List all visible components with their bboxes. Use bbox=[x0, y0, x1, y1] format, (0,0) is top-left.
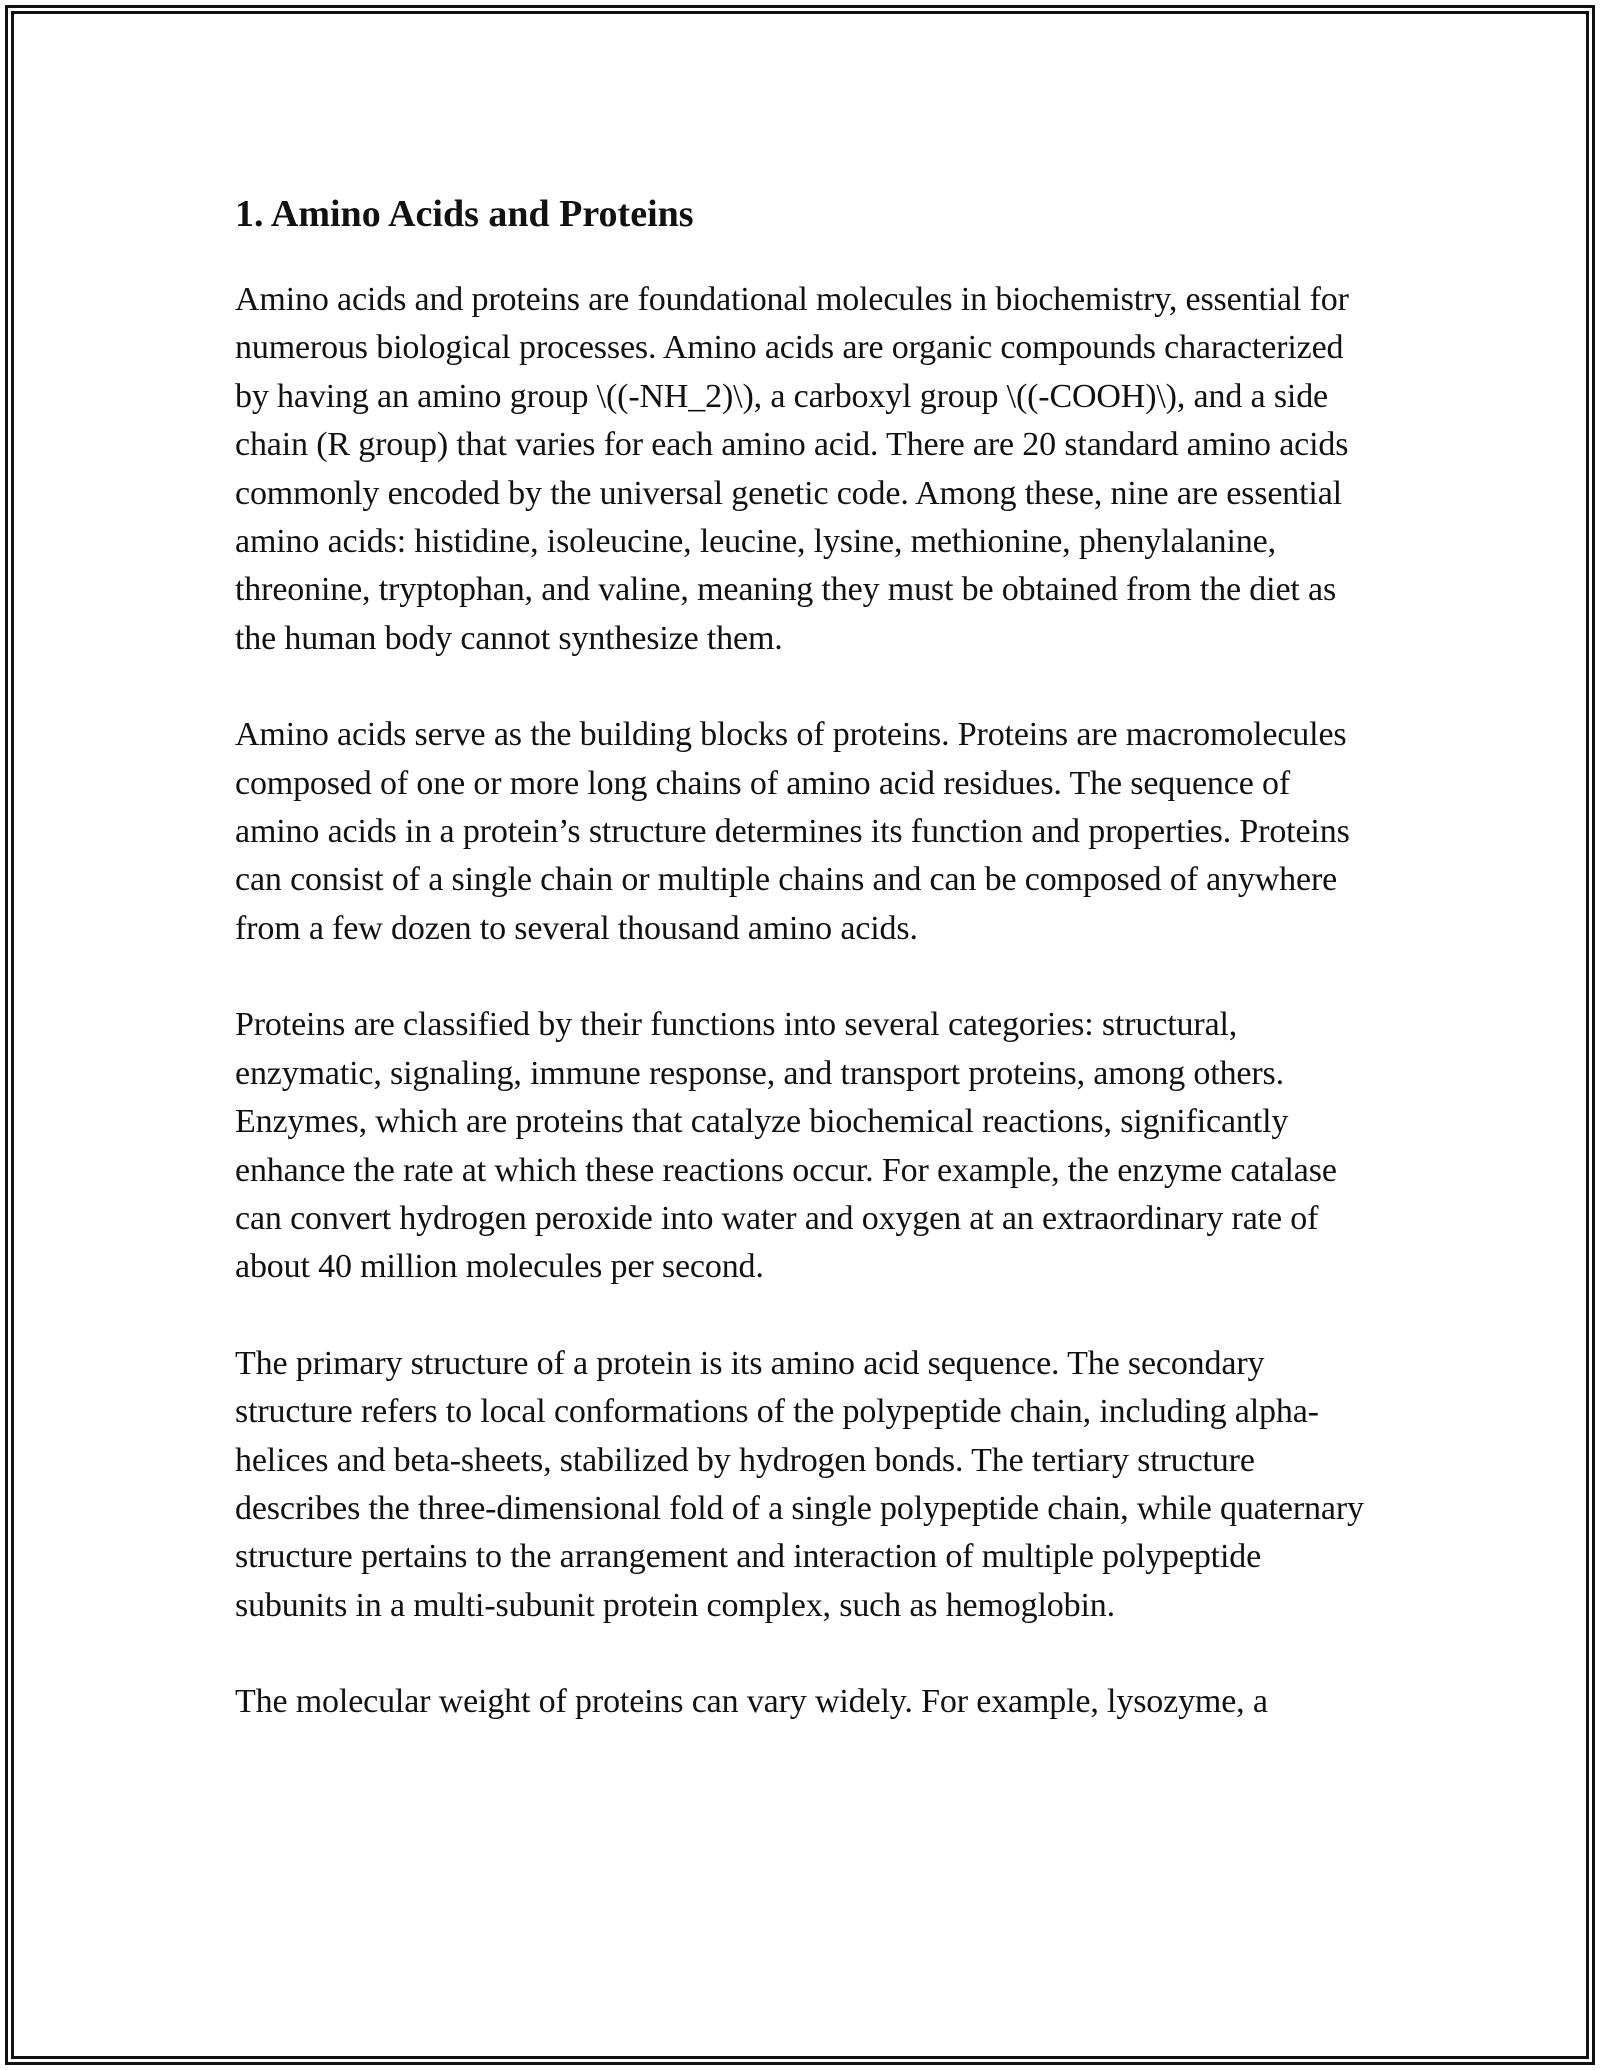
paragraph-amino-acids: Amino acids and proteins are foundational molecules in biochemistry, essential for numerous biological processes. Amino acids are organic compounds characterized by having an amino group \((-NH_2)\), a carboxyl group \((-COOH)\), and a side chain (R group) that varies for each amino acid. There are 20 standard amino acids commonly encoded by the universal genetic code. Among these, nine are essential amino acids: histidine, isoleucine, leucine, lysine, methionine, phenylalanine, threonine, tryptophan, and valine, meaning they must be obtained from the diet as the human body cannot synthesize them. bbox=[235, 281, 1349, 657]
paragraph-protein-structure: The primary structure of a protein is its amino acid sequence. The secondary structure refers to local conformations of the polypeptide chain, including alpha-helices and beta-sheets, stabilized by hydrogen bonds. The tertiary structure describes the three-dimensional fold of a single polypeptide chain, while quaternary structure pertains to the arrangement and interaction of multiple polypeptide subunits in a multi-subunit protein complex, such as hemoglobin. bbox=[235, 1344, 1364, 1624]
paragraph-protein-functions: Proteins are classified by their functions into several categories: structural, enzymatic, signaling, immune response, and transport proteins, among others. Enzymes, which are proteins that catalyze biochemical reactions, significantly enhance the rate at which these reactions occur. For example, the enzyme catalase can convert hydrogen peroxide into water and oxygen at an extraordinary rate of about 40 million molecules per second. bbox=[235, 1006, 1337, 1286]
section-heading: 1. Amino Acids and Proteins bbox=[235, 193, 694, 235]
paragraph-molecular-weight: The molecular weight of proteins can vary widely. For example, lysozyme, a bbox=[235, 1683, 1268, 1721]
paragraph-building-blocks: Amino acids serve as the building blocks of proteins. Proteins are macromolecules composed of one or more long chains of amino acid residues. The sequence of amino acids in a protein’s structure determines its function and properties. Proteins can consist of a single chain or multiple chains and can be composed of anywhere from a few dozen to several thousand amino acids. bbox=[235, 716, 1350, 947]
document-body bbox=[235, 186, 1370, 1775]
